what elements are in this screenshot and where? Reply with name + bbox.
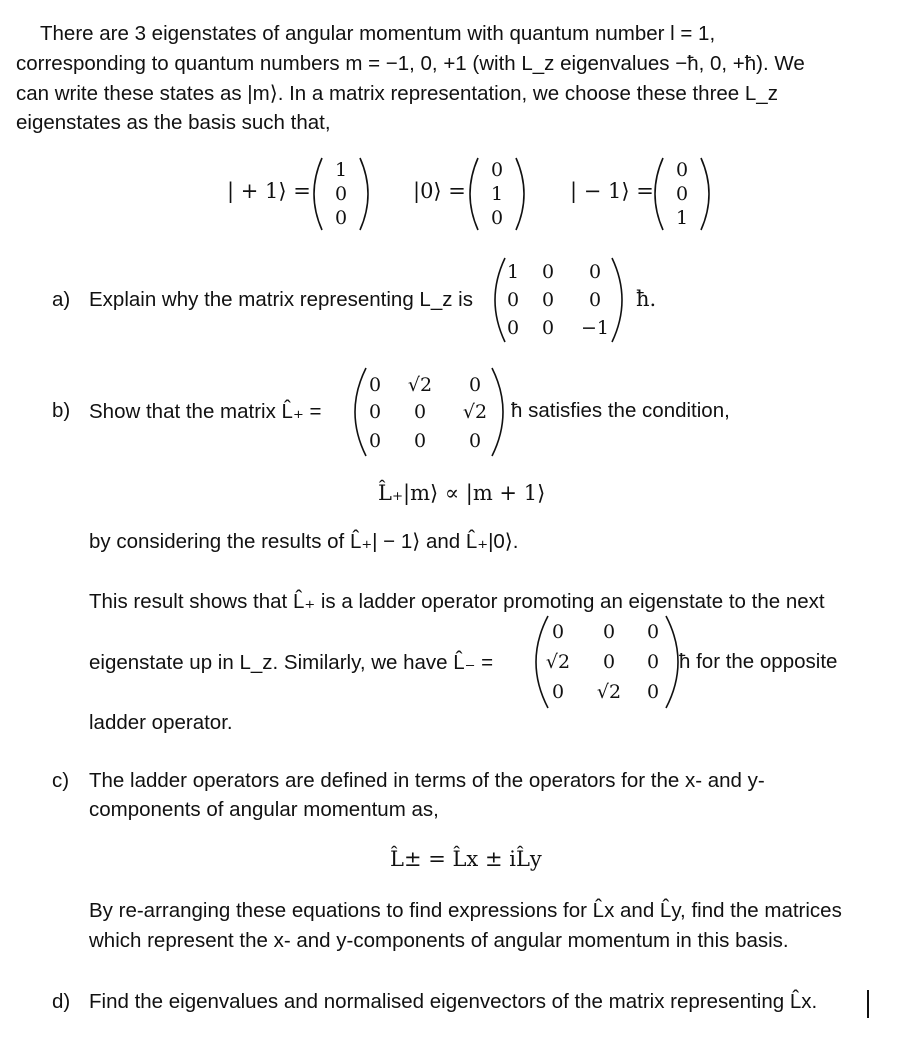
lminus-matrix-entry: 0 xyxy=(602,651,616,673)
left-paren xyxy=(470,158,478,230)
lz-matrix-entry: 0 xyxy=(588,289,602,311)
lminus-matrix-entry: 0 xyxy=(646,681,660,703)
lminus-matrix-entry: √2 xyxy=(596,681,622,703)
part-d-text: Find the eigenvalues and normalised eigenvectors of the matrix representing L̂x. xyxy=(89,990,818,1013)
basis-plus-one-entry: 1 xyxy=(334,159,348,181)
lz-matrix-entry: 0 xyxy=(588,261,602,283)
part-b-ladder-line-3: ladder operator. xyxy=(89,711,233,734)
lplus-matrix-entry: √2 xyxy=(462,401,488,423)
intro-line-4-text: eigenstates as the basis such that, xyxy=(16,111,331,134)
intro-line-2 xyxy=(16,50,805,78)
lz-matrix-entry: 1 xyxy=(506,261,520,283)
lplus-matrix-entry: 0 xyxy=(468,374,482,396)
intro-line-1 xyxy=(40,20,715,48)
part-b-ladder-line-2: eigenstate up in L_z. Similarly, we have L̂₋ = xyxy=(89,651,494,674)
basis-plus-one-entry: 0 xyxy=(334,207,348,229)
intro-line-4 xyxy=(16,109,331,137)
intro-line-1-text: There are 3 eigenstates of angular momentum with quantum number l = 1, xyxy=(40,22,716,45)
part-a-hbar: ħ. xyxy=(636,287,657,311)
basis-ket-plus-one: | + 1⟩ = xyxy=(227,179,311,203)
ladder-definition-equation: L̂± = L̂x ± iL̂y xyxy=(390,847,542,871)
basis-minus-one-entry: 1 xyxy=(675,207,689,229)
part-c-line-1: The ladder operators are defined in terms of the operators for the x- and y- xyxy=(89,769,765,792)
left-paren xyxy=(655,158,663,230)
basis-ket-minus-one: | − 1⟩ = xyxy=(570,179,654,203)
intro-line-2-text: corresponding to quantum numbers m = −1, 0, +1 (with L_z eigenvalues −ħ, 0, +ħ). We xyxy=(16,52,805,75)
part-b-ladder-suffix: ħ for the opposite xyxy=(679,650,838,673)
lplus-matrix-entry: 0 xyxy=(468,430,482,452)
part-b-label: b) xyxy=(52,399,71,422)
lz-matrix-entry: 0 xyxy=(506,289,520,311)
text-cursor xyxy=(867,990,869,1018)
right-paren xyxy=(516,158,524,230)
lz-matrix-entry: 0 xyxy=(541,317,555,339)
part-c-line-2: components of angular momentum as, xyxy=(89,798,439,821)
lplus-matrix-entry: 0 xyxy=(368,430,382,452)
basis-plus-one-entry: 0 xyxy=(334,183,348,205)
basis-zero-entry: 0 xyxy=(490,207,504,229)
lz-matrix-entry: 0 xyxy=(506,317,520,339)
lplus-matrix-entry: 0 xyxy=(368,401,382,423)
part-a-text: Explain why the matrix representing L_z is xyxy=(89,288,473,311)
lplus-matrix-entry: 0 xyxy=(413,430,427,452)
part-b-text: Show that the matrix L̂₊ = xyxy=(89,400,322,423)
part-b-considering: by considering the results of L̂₊| − 1⟩ and L̂₊|0⟩. xyxy=(89,530,519,553)
part-c-line-3: By re-arranging these equations to find expressions for L̂x and L̂y, find the matrices xyxy=(89,899,842,922)
lminus-matrix-entry: √2 xyxy=(545,651,571,673)
lplus-matrix-entry: √2 xyxy=(407,374,433,396)
lminus-matrix-entry: 0 xyxy=(551,681,565,703)
part-b-ladder-line-1: This result shows that L̂₊ is a ladder operator promoting an eigenstate to the next xyxy=(89,590,825,613)
right-paren xyxy=(492,368,503,456)
lplus-matrix-entry: 0 xyxy=(413,401,427,423)
lminus-matrix-entry: 0 xyxy=(602,621,616,643)
lz-matrix-entry: 0 xyxy=(541,289,555,311)
part-c-label: c) xyxy=(52,769,70,792)
left-paren xyxy=(314,158,322,230)
ladder-condition-equation: L̂₊|m⟩ ∝ |m + 1⟩ xyxy=(378,481,546,505)
part-a-label: a) xyxy=(52,288,71,311)
part-b-suffix: ħ satisfies the condition, xyxy=(511,399,730,422)
part-d-label: d) xyxy=(52,990,71,1013)
lplus-matrix-entry: 0 xyxy=(368,374,382,396)
part-c-line-4: which represent the x- and y-components of angular momentum in this basis. xyxy=(89,929,789,952)
basis-minus-one-entry: 0 xyxy=(675,159,689,181)
basis-zero-entry: 0 xyxy=(490,159,504,181)
lz-matrix-entry: 0 xyxy=(541,261,555,283)
lminus-matrix-entry: 0 xyxy=(646,621,660,643)
right-paren xyxy=(612,258,622,342)
right-paren xyxy=(360,158,368,230)
intro-line-3-text: can write these states as |m⟩. In a matrix representation, we choose these three L_z xyxy=(16,82,778,105)
intro-line-3 xyxy=(16,80,778,108)
basis-ket-zero: |0⟩ = xyxy=(413,179,466,203)
lminus-matrix-entry: 0 xyxy=(551,621,565,643)
right-paren xyxy=(701,158,709,230)
lminus-matrix-entry: 0 xyxy=(646,651,660,673)
basis-minus-one-entry: 0 xyxy=(675,183,689,205)
basis-zero-entry: 1 xyxy=(490,183,504,205)
lz-matrix-entry: −1 xyxy=(580,317,609,339)
